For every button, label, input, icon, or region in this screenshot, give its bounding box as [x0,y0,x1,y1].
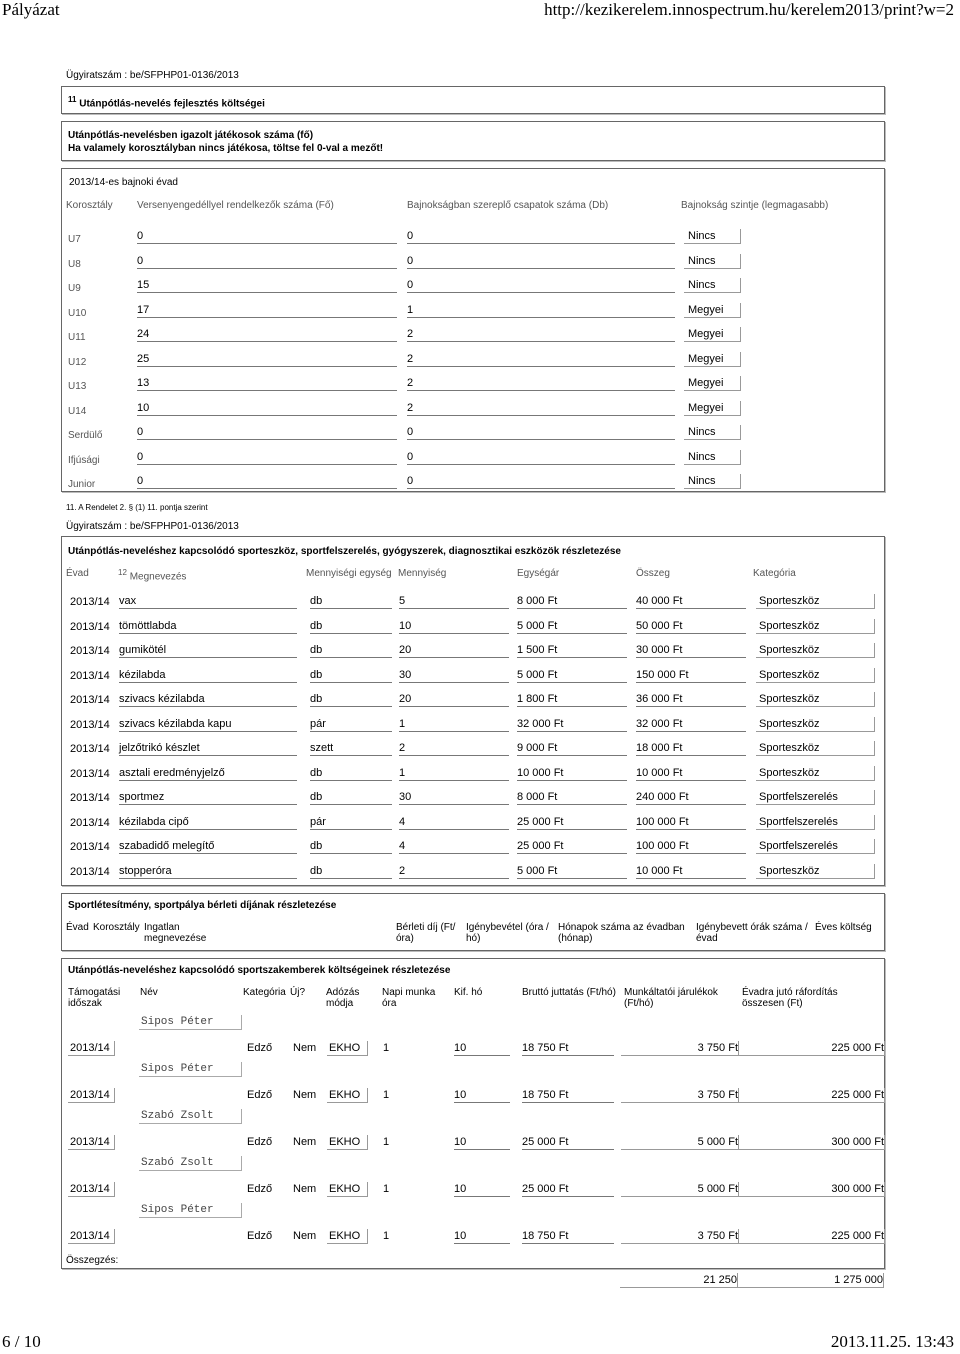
teams-field[interactable]: 0 [407,229,675,244]
row-season: 2013/14 [70,743,110,755]
total-field[interactable]: 40 000 Ft [636,594,746,609]
col-header-annual-cost: Éves költség [815,922,872,933]
period-field[interactable]: 2013/14 [68,1182,115,1197]
unit-field[interactable]: db [310,692,392,707]
col-header-category: Kategória [753,568,796,579]
summary-label: Összegzés: [66,1255,119,1266]
col-header-season: Évad [66,568,89,579]
row-age: U8 [68,258,81,270]
licensed-field[interactable]: 0 [137,254,397,269]
print-header [0,0,960,22]
name-field[interactable]: szivacs kézilabda kapu [119,717,297,732]
qty-field[interactable]: 2 [399,864,509,879]
qty-field[interactable]: 4 [399,839,509,854]
total-field[interactable]: 225 000 Ft [739,1041,885,1056]
qty-field[interactable]: 20 [399,692,509,707]
price-field[interactable]: 5 000 Ft [517,619,627,634]
sum-total: 1 275 000 [738,1273,884,1288]
row-age: U9 [68,283,81,294]
new-value: Nem [293,1183,317,1195]
col-header-age: Korosztály [93,922,140,933]
licensed-field[interactable]: 10 [137,401,397,416]
licensed-field[interactable]: 17 [137,303,397,318]
contrib-field[interactable]: 5 000 Ft [621,1135,739,1150]
row-age: U13 [68,381,87,392]
col-header-age: Korosztály [66,200,113,211]
name-field[interactable]: szivacs kézilabda [119,692,297,707]
period-field[interactable]: 2013/14 [68,1041,115,1056]
price-field[interactable]: 10 000 Ft [517,766,627,781]
col-header-price: Egységár [517,568,560,579]
qty-field[interactable]: 1 [399,766,509,781]
col-header-qty: Mennyiség [398,568,447,579]
category-field[interactable]: Sporteszköz [756,594,875,609]
col-header-new: Új? [290,987,306,998]
qty-field[interactable]: 20 [399,643,509,658]
gross-field[interactable]: 18 750 Ft [522,1041,614,1056]
category-field[interactable]: Sportfelszerelés [756,815,875,830]
qty-field[interactable]: 4 [399,815,509,830]
licensed-field[interactable]: 15 [137,278,397,293]
name-field[interactable]: szabadidő melegítő [119,839,297,854]
licensed-field[interactable]: 0 [137,425,397,440]
unit-field[interactable]: db [310,619,392,634]
row-season: 2013/14 [70,694,110,706]
staff-name-field[interactable]: Szabó Zsolt [139,1109,242,1124]
category-field[interactable]: Sporteszköz [756,668,875,683]
col-header-licensed: Versenyengedéllyel rendelkezők száma (Fő) [137,200,334,211]
months-field[interactable]: 10 [454,1229,510,1244]
section-box-players [61,121,885,161]
level-field[interactable]: Nincs [684,254,741,269]
teams-field[interactable]: 0 [407,278,675,293]
unit-field[interactable]: db [310,864,392,879]
tax-field[interactable]: EKHO [327,1135,368,1150]
print-footer [0,1332,960,1354]
row-season: 2013/14 [70,669,110,682]
total-field[interactable]: 100 000 Ft [636,815,746,830]
teams-field[interactable]: 2 [407,376,675,391]
period-field[interactable]: 2013/14 [68,1135,115,1150]
col-header-daily-hours: Napi munka óra [382,987,436,1009]
price-field[interactable]: 5 000 Ft [517,864,627,879]
period-field[interactable]: 2013/14 [68,1229,115,1244]
level-field[interactable]: Nincs [684,229,741,244]
row-season: 2013/14 [70,718,110,731]
unit-field[interactable]: db [310,839,392,854]
price-field[interactable]: 8 000 Ft [517,790,627,805]
unit-field[interactable]: pár [310,717,392,732]
name-field[interactable]: jelzőtrikó készlet [119,741,297,756]
col-header-months: Kif. hó [454,987,483,998]
row-season: 2013/14 [70,620,110,633]
col-header-name-text: Megnevezés [129,571,187,583]
category-field[interactable]: Sporteszköz [756,864,875,879]
price-field[interactable]: 32 000 Ft [517,717,627,732]
gross-field[interactable]: 25 000 Ft [522,1182,614,1197]
staff-name-field[interactable]: Sipos Péter [139,1015,242,1030]
qty-field[interactable]: 5 [399,594,509,609]
gross-field[interactable]: 25 000 Ft [522,1135,614,1150]
name-field[interactable]: sportmez [119,790,297,805]
col-header-rent: Bérleti díj (Ft/óra) [396,922,456,944]
col-header-months: Hónapok száma az évadban (hónap) [558,922,685,944]
category-value: Edző [247,1042,273,1054]
category-field[interactable]: Sporteszköz [756,717,875,732]
tax-field[interactable]: EKHO [327,1041,368,1056]
header-url[interactable]: http://kezikerelem.innospectrum.hu/kerelem2013/print?w=2 [544,0,954,19]
row-age: U10 [68,307,87,319]
teams-field[interactable]: 2 [407,401,675,416]
level-field[interactable]: Megyei [684,303,741,318]
category-field[interactable]: Sportfelszerelés [756,839,875,854]
licensed-field[interactable]: 25 [137,352,397,367]
sum-contrib: 21 250 [620,1273,738,1288]
price-field[interactable]: 25 000 Ft [517,815,627,830]
total-field[interactable]: 100 000 Ft [636,839,746,854]
new-value: Nem [293,1089,317,1101]
col-header-contrib: Munkáltatói járulékok (Ft/hó) [624,987,718,1009]
price-field[interactable]: 5 000 Ft [517,668,627,683]
row-age: Ifjúsági [68,454,100,466]
total-field[interactable]: 30 000 Ft [636,643,746,658]
col-header-property: Ingatlan megnevezése [144,922,207,944]
row-season: 2013/14 [70,841,110,853]
level-field[interactable]: Megyei [684,352,741,367]
section-title-text: Utánpótlás-nevelés fejlesztés költségei [79,98,265,110]
total-field[interactable]: 36 000 Ft [636,692,746,707]
footnote-ref-12: 12 [118,568,127,577]
total-field[interactable]: 10 000 Ft [636,864,746,879]
contrib-field[interactable]: 3 750 Ft [621,1088,739,1103]
col-header-total: Évadra jutó ráfordítás összesen (Ft) [742,987,838,1009]
teams-field[interactable]: 2 [407,327,675,342]
tax-field[interactable]: EKHO [327,1088,368,1103]
row-age: Junior [68,479,96,490]
category-value: Edző [247,1230,273,1242]
name-field[interactable]: kézilabda cipő [119,815,297,830]
tax-field[interactable]: EKHO [327,1229,368,1244]
category-value: Edző [247,1183,273,1195]
equipment-table [61,536,885,886]
total-field[interactable]: 240 000 Ft [636,790,746,805]
footnote: 11. A Rendelet 2. § (1) 11. pontja szerint [66,503,208,512]
hours-value: 1 [383,1136,390,1148]
unit-field[interactable]: db [310,594,392,609]
licensed-field[interactable]: 0 [137,474,397,489]
players-hint: Ha valamely korosztályban nincs játékosa, töltse fel 0-val a mezőt! [68,143,384,154]
contrib-field[interactable]: 3 750 Ft [621,1229,739,1244]
col-header-name [118,568,186,582]
facility-table [61,893,885,951]
price-field[interactable]: 25 000 Ft [517,839,627,854]
col-header-category: Kategória [243,987,286,998]
col-header-level: Bajnokság szintje (legmagasabb) [681,200,829,211]
players-heading: Utánpótlás-nevelésben igazolt játékosok száma (fő) [68,130,314,141]
staff-name-field[interactable]: Sipos Péter [139,1062,242,1077]
col-header-period: Támogatási időszak [68,987,121,1009]
facility-title: Sportlétesítmény, sportpálya bérleti díjának részletezése [68,900,337,911]
total-field[interactable]: 50 000 Ft [636,619,746,634]
months-field[interactable]: 10 [454,1135,510,1150]
row-season: 2013/14 [70,767,110,780]
staff-title: Utánpótlás-neveléshez kapcsolódó sportszakemberek költségeinek részletezése [68,965,451,976]
category-field[interactable]: Sporteszköz [756,741,875,756]
teams-field[interactable]: 0 [407,474,675,489]
total-field[interactable]: 300 000 Ft [739,1135,885,1150]
category-value: Edző [247,1136,273,1148]
months-field[interactable]: 10 [454,1041,510,1056]
category-field[interactable]: Sporteszköz [756,619,875,634]
category-field[interactable]: Sporteszköz [756,692,875,707]
category-field[interactable]: Sporteszköz [756,766,875,781]
price-field[interactable]: 1 800 Ft [517,692,627,707]
row-age: U11 [68,332,86,343]
name-field[interactable]: stopperóra [119,864,297,879]
total-field[interactable]: 225 000 Ft [739,1088,885,1103]
total-field[interactable]: 18 000 Ft [636,741,746,756]
licensed-field[interactable]: 0 [137,450,397,465]
row-season: 2013/14 [70,816,110,829]
contrib-field[interactable]: 5 000 Ft [621,1182,739,1197]
row-season: 2013/14 [70,792,110,804]
price-field[interactable]: 1 500 Ft [517,643,627,658]
equipment-title: Utánpótlás-neveléshez kapcsolódó sporteszköz, sportfelszerelés, gyógyszerek, diagnosztikai eszközök részletezése [68,546,621,557]
licensed-field[interactable]: 13 [137,376,397,391]
licensed-field[interactable]: 24 [137,327,397,342]
category-value: Edző [247,1089,273,1101]
col-header-season: Évad [66,922,89,933]
name-field[interactable]: tömöttlabda [119,619,297,634]
level-field[interactable]: Megyei [684,327,741,342]
level-field[interactable]: Megyei [684,376,741,391]
teams-field[interactable]: 0 [407,450,675,465]
teams-field[interactable]: 2 [407,352,675,367]
staff-table [61,958,885,1269]
teams-field[interactable]: 1 [407,303,675,318]
col-header-gross: Bruttó juttatás (Ft/hó) [522,987,616,998]
level-field[interactable]: Nincs [684,474,741,489]
hours-value: 1 [383,1183,390,1195]
total-field[interactable]: 150 000 Ft [636,668,746,683]
total-field[interactable]: 32 000 Ft [636,717,746,732]
section-title [68,95,265,109]
unit-field[interactable]: szett [310,741,392,756]
hours-value: 1 [383,1089,390,1101]
gross-field[interactable]: 18 750 Ft [522,1229,614,1244]
level-field[interactable]: Nincs [684,278,741,293]
unit-field[interactable]: db [310,766,392,781]
teams-field[interactable]: 0 [407,254,675,269]
name-field[interactable]: gumikötél [119,643,297,658]
col-header-teams: Bajnokságban szereplő csapatok száma (Db) [407,200,609,211]
staff-name-field[interactable]: Szabó Zsolt [139,1156,242,1171]
qty-field[interactable]: 30 [399,668,509,683]
name-field[interactable]: vax [119,594,297,609]
season-table [61,168,885,492]
category-field[interactable]: Sporteszköz [756,643,875,658]
col-header-name: Név [140,987,158,998]
price-field[interactable]: 9 000 Ft [517,741,627,756]
col-header-unit: Mennyiségi egység [306,568,392,579]
level-field[interactable]: Nincs [684,425,741,440]
footnote-ref: 11 [68,95,77,104]
row-season: 2013/14 [70,596,110,608]
unit-field[interactable]: db [310,668,392,683]
col-header-usage: Igénybevétel (óra / hó) [466,922,549,944]
page-number: 6 / 10 [2,1332,41,1351]
gross-field[interactable]: 18 750 Ft [522,1088,614,1103]
price-field[interactable]: 8 000 Ft [517,594,627,609]
hours-value: 1 [383,1230,390,1242]
col-header-hours: Igénybevett órák száma / évad [696,922,808,944]
col-header-total: Összeg [636,568,670,579]
staff-name-field[interactable]: Sipos Péter [139,1203,242,1218]
print-timestamp: 2013.11.25. 13:43 [830,1332,954,1351]
tax-field[interactable]: EKHO [327,1182,368,1197]
qty-field[interactable]: 30 [399,790,509,805]
total-field[interactable]: 300 000 Ft [739,1182,885,1197]
row-age: U14 [68,405,87,417]
unit-field[interactable]: db [310,643,392,658]
category-field[interactable]: Sportfelszerelés [756,790,875,805]
row-season: 2013/14 [70,865,110,878]
new-value: Nem [293,1230,317,1242]
season-title: 2013/14-es bajnoki évad [69,177,178,188]
case-number-2: Ügyiratszám : be/SFPHP01-0136/2013 [66,521,239,532]
section-box-costs [61,86,885,114]
qty-field[interactable]: 10 [399,619,509,634]
new-value: Nem [293,1136,317,1148]
teams-field[interactable]: 0 [407,425,675,440]
unit-field[interactable]: pár [310,815,392,830]
period-field[interactable]: 2013/14 [68,1088,115,1103]
row-age: U7 [68,234,81,245]
col-header-tax: Adózás módja [326,987,360,1009]
hours-value: 1 [383,1042,390,1054]
contrib-field[interactable]: 3 750 Ft [621,1041,739,1056]
row-season: 2013/14 [70,645,110,657]
row-age: Serdülő [68,430,103,441]
qty-field[interactable]: 2 [399,741,509,756]
months-field[interactable]: 10 [454,1182,510,1197]
level-field[interactable]: Megyei [684,401,741,416]
case-number: Ügyiratszám : be/SFPHP01-0136/2013 [66,70,239,81]
total-field[interactable]: 225 000 Ft [739,1229,885,1244]
new-value: Nem [293,1042,317,1054]
months-field[interactable]: 10 [454,1088,510,1103]
name-field[interactable]: kézilabda [119,668,297,683]
name-field[interactable]: asztali eredményjelző [119,766,297,781]
header-title: Pályázat [2,0,60,19]
total-field[interactable]: 10 000 Ft [636,766,746,781]
licensed-field[interactable]: 0 [137,229,397,244]
row-age: U12 [68,356,87,368]
qty-field[interactable]: 1 [399,717,509,732]
level-field[interactable]: Nincs [684,450,741,465]
unit-field[interactable]: db [310,790,392,805]
